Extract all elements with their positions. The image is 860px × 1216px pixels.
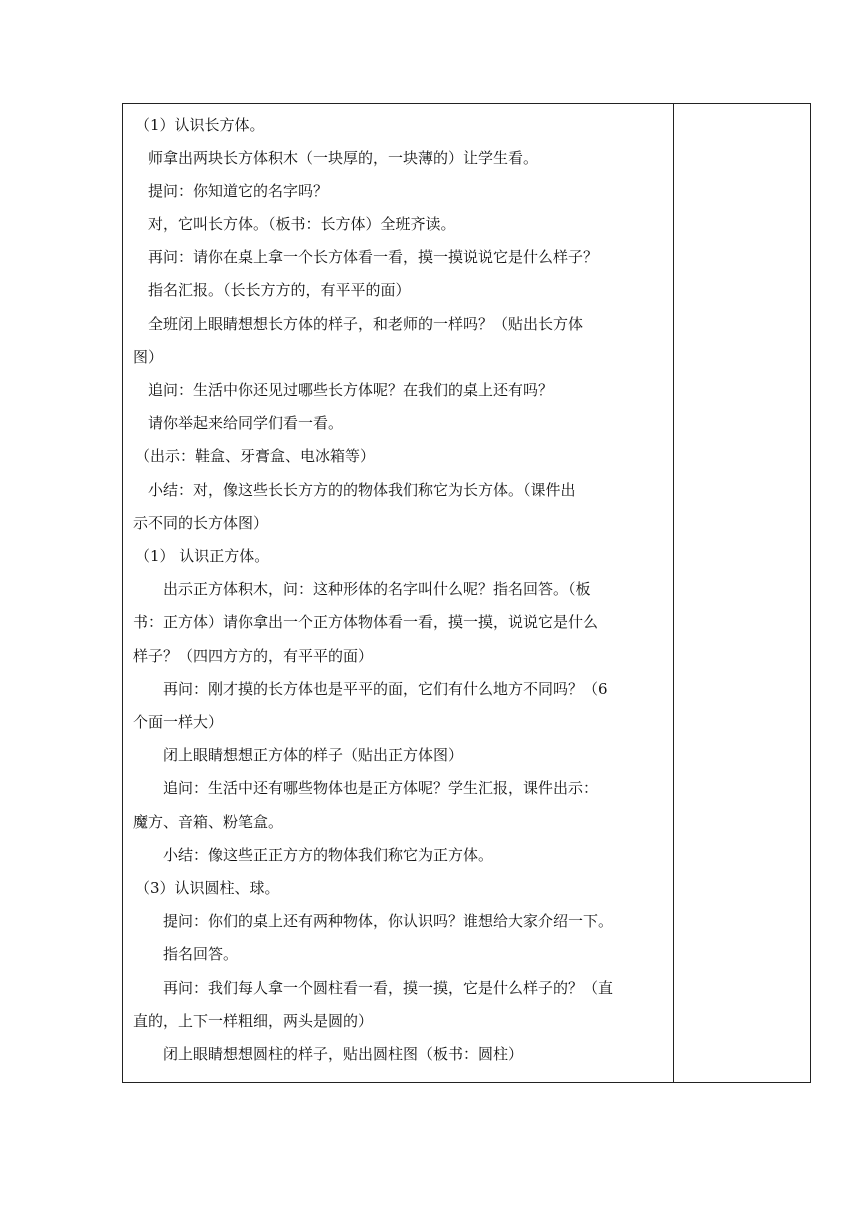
text-line: 闭上眼睛想想圆柱的样子，贴出圆柱图（板书：圆柱） (163, 1045, 524, 1063)
text-line: 指名回答。 (163, 945, 239, 963)
text-line: 追问：生活中你还见过哪些长方体呢？在我们的桌上还有吗？ (148, 381, 554, 399)
text-line: 全班闭上眼睛想想长方体的样子，和老师的一样吗？（贴出长方体 (148, 315, 584, 333)
text-line: 提问：你知道它的名字吗？ (148, 182, 329, 200)
text-line: 再问：请你在桌上拿一个长方体看一看，摸一摸说说它是什么样子？ (148, 248, 599, 266)
text-line: （1）认识长方体。 (135, 116, 265, 134)
text-line: 再问：刚才摸的长方体也是平平的面，它们有什么地方不同吗？（6 (163, 680, 608, 698)
text-line: 追问：生活中还有哪些物体也是正方体呢？学生汇报，课件出示： (163, 779, 599, 797)
text-line: 对，它叫长方体。（板书：长方体）全班齐读。 (148, 215, 456, 233)
text-line: 再问：我们每人拿一个圆柱看一看，摸一摸，它是什么样子的？（直 (163, 979, 614, 997)
text-line: 请你举起来给同学们看一看。 (148, 414, 344, 432)
lesson-table (122, 103, 811, 1083)
text-line: 小结：像这些正正方方的物体我们称它为正方体。 (163, 846, 494, 864)
text-line: 魔方、音箱、粉笔盒。 (133, 813, 284, 831)
text-line: （1） 认识正方体。 (135, 547, 270, 565)
text-line: （3）认识圆柱、球。 (135, 879, 280, 897)
text-line: 提问：你们的桌上还有两种物体，你认识吗？谁想给大家介绍一下。 (163, 912, 614, 930)
text-line: 书：正方体）请你拿出一个正方体物体看一看，摸一摸，说说它是什么 (133, 613, 599, 631)
text-line: 示不同的长方体图） (133, 514, 269, 532)
text-line: 闭上眼睛想想正方体的样子（贴出正方体图） (163, 746, 464, 764)
text-line: 样子？（四四方方的，有平平的面） (133, 647, 374, 665)
text-line: 师拿出两块长方体积木（一块厚的，一块薄的）让学生看。 (148, 149, 539, 167)
text-line: （出示：鞋盒、牙膏盒、电冰箱等） (135, 447, 376, 465)
text-line: 出示正方体积木，问：这种形体的名字叫什么呢？指名回答。（板 (163, 580, 591, 598)
text-line: 直的，上下一样粗细，两头是圆的） (133, 1012, 374, 1030)
text-line: 指名汇报。（长长方方的，有平平的面） (148, 281, 411, 299)
text-line: 小结：对，像这些长长方方的的物体我们称它为长方体。（课件出 (148, 481, 576, 499)
text-line: 图） (133, 348, 164, 366)
text-line: 个面一样大） (133, 713, 224, 731)
